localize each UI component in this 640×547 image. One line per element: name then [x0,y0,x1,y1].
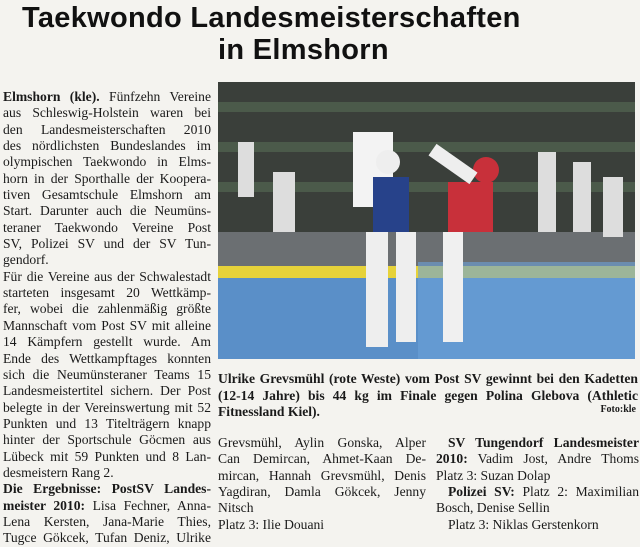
dateline: Elmshorn (kle). [3,89,100,104]
polizei-platz2: Platz 2: Maximilian [514,484,639,500]
tungendorf-winners: Vadim Jost, Andre Thoms [467,451,639,467]
body-line: Ende des Wettkampftages konnten [3,350,211,366]
results-names: Can Demircan, Ahmet-Kaan De- [218,451,426,467]
results-names: Yagdiran, Damla Gökcek, Jenny [218,484,426,500]
body-line: aus Schleswig-Holstein waren bei [3,105,211,121]
body-line: Fünfzehn Vereine [99,89,211,104]
polizei-platz3: Platz 3: Niklas Gerstenkorn [448,516,599,532]
headline-line-2: in Elmshorn [218,34,389,66]
taekwondo-match-photo [218,82,635,359]
photo-credit: Foto:kle [600,404,636,415]
body-line: SV, Polizei SV und der SV Tun- [3,236,211,252]
body-line: Punkten und 13 Titelträgern knapp [3,415,211,431]
results-names: Lisa Fechner, Anna- [85,497,211,513]
body-line: Mannschaft vom Post SV mit alleine [3,317,211,333]
body-line: gendorf. [3,252,49,268]
body-line: starteten insgesamt 20 Wettkämp- [3,285,211,301]
body-line: horn in der Sporthalle der Koopera- [3,170,211,186]
body-line: hinter der Sportschule Göcmen aus [3,432,211,448]
photo-caption [218,371,638,421]
polizei-heading: Polizei SV: [448,484,515,500]
caption-text: Ulrike Grevsmühl (rote Weste) vom Post SV gewinnt bei den Kadetten (12-14 Jahre) bis 44 kg im Finale gegen Polina Glebova (Athletic Fitnessland Kiel). [218,371,638,419]
results-names: Lena Kersten, Jana-Marie Thies, [3,513,211,529]
tungendorf-heading: SV Tungendorf Landesmeister [448,435,639,450]
results-names: mircan, Hannah Grevsmühl, Denis [218,467,426,483]
results-names: Nitsch [218,500,254,516]
results-subheading: meister 2010: [3,497,86,513]
body-line: tiven Gesamtschule Elmshorn am [3,187,211,203]
body-line: fer, wobei die zahlenmäßig größte [3,301,211,317]
results-names: Grevsmühl, Aylin Gonska, Alper [218,435,426,450]
body-line: 14 Kämpfern gestellt wurde. Am [3,334,211,350]
body-line: olympischen Taekwondo in Elms- [3,154,211,170]
body-line: Für die Vereine aus der Schwalestadt [3,268,211,284]
body-line: den Landesmeisterschaften 2010 [3,121,211,137]
body-line: belegte in der Vereinswertung mit 52 [3,399,211,415]
body-line: sich die Neumünsteraner Teams 15 [3,366,211,382]
headline [22,2,521,66]
results-names: Platz 3: Ilie Douani [218,516,325,532]
tungendorf-platz3: Platz 3: Suzan Dolap [436,467,551,483]
results-heading: Die Ergebnisse: PostSV Landes- [3,481,211,497]
headline-line-1: Taekwondo Landesmeisterschaften [22,2,521,34]
body-line: Lübeck mit 59 Punkten und 8 Lan- [3,448,211,464]
body-line: desmeistern Rang 2. [3,464,114,480]
article-left-column [3,89,211,547]
article-photo [218,82,635,359]
body-line: Landesmeistertitel sichern. Der Post [3,383,211,399]
results-names: Tugce Gökcek, Tufan Deniz, Ulrike [3,530,211,546]
tungendorf-year: 2010: [436,451,468,467]
body-line: des nördlichsten Bundeslandes im [3,138,211,154]
polizei-platz2-names: Bosch, Denise Sellin [436,500,550,516]
body-line: Start. Darunter auch die Neumüns- [3,203,211,219]
body-line: teraner Taekwondo Vereine Post [3,219,211,235]
article-right-column [436,435,639,533]
article-middle-column [218,435,426,533]
